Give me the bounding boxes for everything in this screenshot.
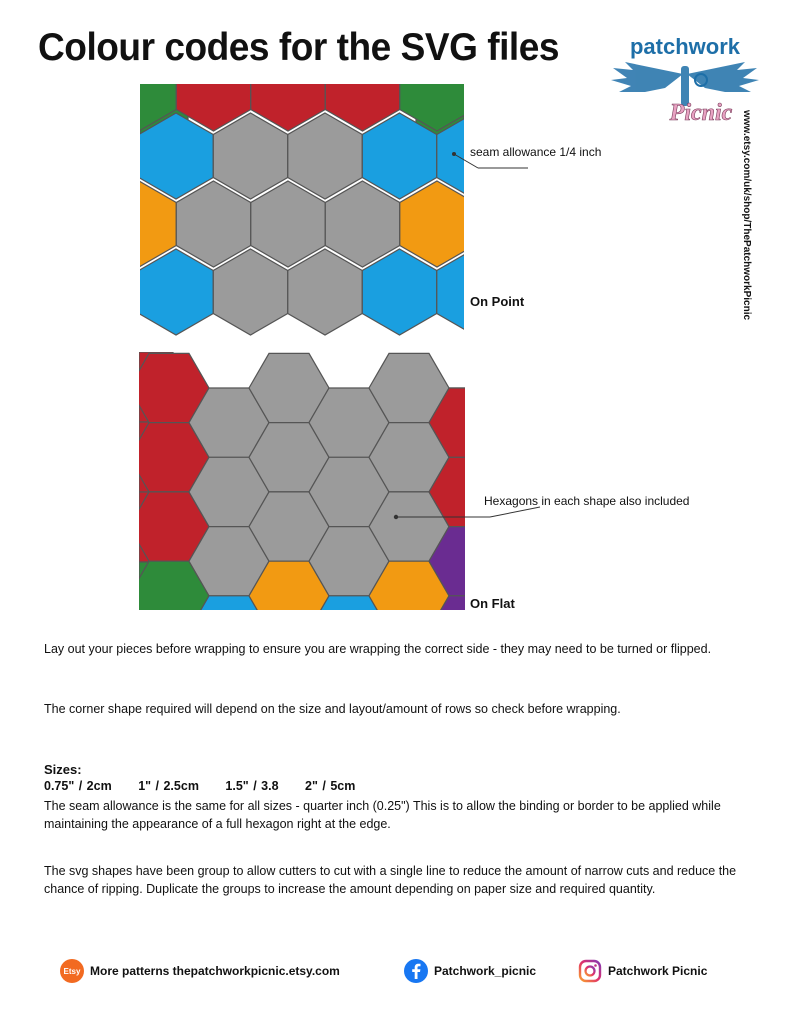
on-flat-label: On Flat <box>470 596 515 611</box>
paragraph-groups: The svg shapes have been group to allow cutters to cut with a single line to reduce the amount of narrow cuts and reduce the chance of ripping. Duplicate the groups to increase the amount depending on paper size and required quantity. <box>44 864 737 896</box>
on-flat-diagram <box>139 352 465 610</box>
footer <box>60 957 760 985</box>
hexagon-group <box>139 352 465 610</box>
instagram-link[interactable] <box>578 957 707 985</box>
on-point-label: On Point <box>470 294 525 309</box>
hexagon <box>176 181 250 267</box>
on-point-diagram <box>140 84 464 336</box>
hexagon <box>288 249 362 335</box>
hexagon <box>325 181 399 267</box>
paragraph-corner: The corner shape required will depend on the size and layout/amount of rows so check before wrapping. <box>44 702 621 716</box>
sizes-list <box>44 779 377 793</box>
hexagons-annotation-pointer <box>390 505 550 525</box>
instagram-text: Patchwork Picnic <box>608 964 708 978</box>
hexagon-group <box>140 84 464 335</box>
etsy-badge-text: Etsy <box>63 966 81 976</box>
page-title: Colour codes for the SVG files <box>38 26 560 69</box>
instagram-icon <box>578 959 602 983</box>
paragraph-layout: Lay out your pieces before wrapping to ensure you are wrapping the correct side - they may need to be turned or flipped. <box>44 642 712 656</box>
etsy-link[interactable] <box>60 957 340 985</box>
logo-bottom-text: Picnic <box>669 100 733 126</box>
hexagon <box>251 181 325 267</box>
side-url <box>736 110 754 410</box>
sizes-heading: Sizes: <box>44 762 82 777</box>
facebook-text: Patchwork_picnic <box>434 964 537 978</box>
hexagon <box>362 249 436 335</box>
side-url-text: www.etsy.com/uk/shop/ThePatchworkPicnic <box>741 110 752 321</box>
etsy-icon <box>60 959 84 983</box>
size-item: 1.5" / 3.8 <box>225 779 279 793</box>
logo-top-text: patchwork <box>629 34 741 59</box>
size-item: 1" / 2.5cm <box>138 779 199 793</box>
hexagon <box>213 113 287 199</box>
hexagon <box>213 249 287 335</box>
hexagon <box>288 113 362 199</box>
paragraph-seam: The seam allowance is the same for all sizes - quarter inch (0.25") This is to allow the binding or border to be applied while maintaining the appearance of a full hexagon right at the edge. <box>44 799 721 831</box>
facebook-link[interactable] <box>404 957 536 985</box>
size-item: 2" / 5cm <box>305 779 356 793</box>
facebook-icon <box>404 959 428 983</box>
size-item: 0.75" / 2cm <box>44 779 112 793</box>
hexagons-included-note: Hexagons in each shape also included <box>484 494 690 508</box>
hexagon <box>140 249 213 335</box>
etsy-text: More patterns thepatchworkpicnic.etsy.com <box>90 964 340 978</box>
seam-allowance-note: seam allowance 1/4 inch <box>470 145 602 159</box>
